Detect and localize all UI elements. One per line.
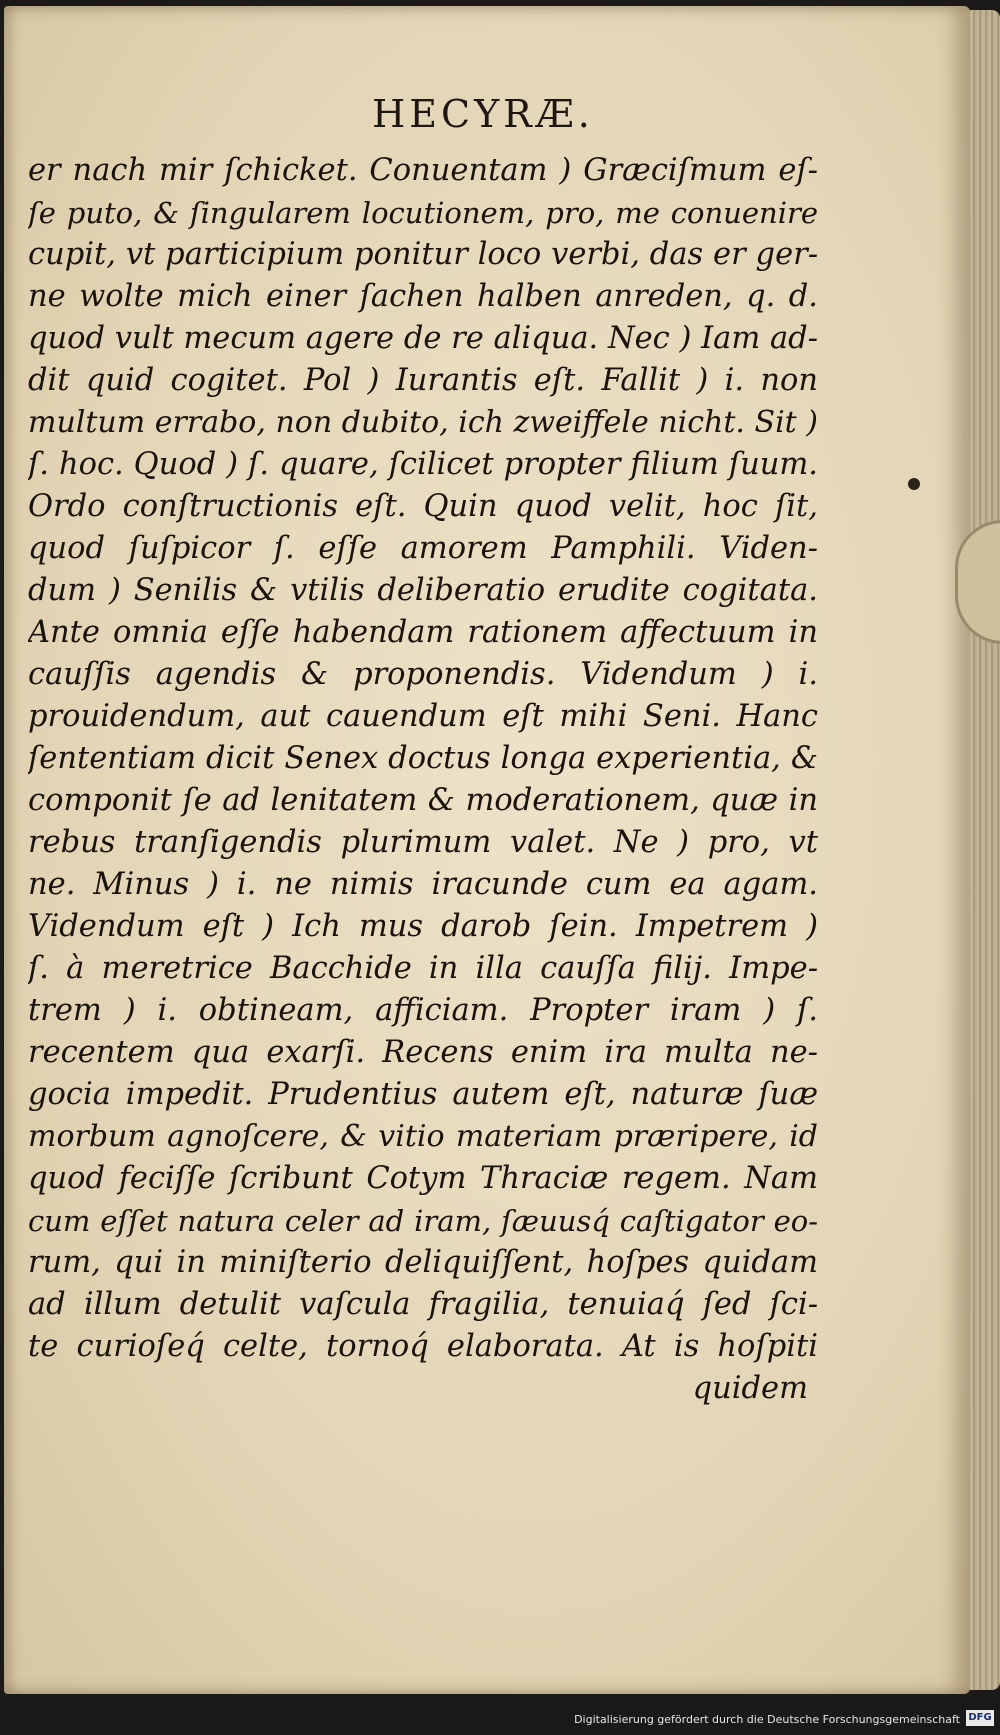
dfg-logo: DFG [966, 1710, 994, 1726]
text-line: prouidendum, aut cauendum eſt mihi Seni. Hanc [28, 699, 818, 734]
text-line: Ordo conſtructionis eſt. Quin quod velit, hoc ſit, [28, 489, 818, 524]
text-line: rum, qui in miniſterio deliquiſſent, hoſpes quidam [28, 1245, 818, 1280]
text-line: cupit, vt participium ponitur loco verbi, das er ger- [28, 237, 818, 272]
text-line: quod feciſſe ſcribunt Cotym Thraciæ regem. Nam [28, 1161, 818, 1196]
text-line: er nach mir ſchicket. Conuentam ) Græciſmum eſ- [28, 153, 818, 188]
text-line: dit quid cogitet. Pol ) Iurantis eſt. Fallit ) i. non [28, 363, 818, 398]
text-line: gocia impedit. Prudentius autem eſt, naturæ ſuæ [28, 1077, 818, 1112]
text-line: ne. Minus ) i. ne nimis iracunde cum ea agam. [28, 867, 818, 902]
text-line: quod vult mecum agere de re aliqua. Nec ) Iam ad- [28, 321, 818, 356]
text-line: cauſſis agendis & proponendis. Videndum ) i. [28, 657, 818, 692]
text-line: cum eſſet natura celer ad iram, ſæuusq́ caſtigator eo- [28, 1204, 818, 1238]
text-line: te curioſeq́ celte, tornoq́ elaborata. At is hoſpiti [28, 1329, 818, 1364]
text-line: ſententiam dicit Senex doctus longa experientia, & [28, 741, 818, 776]
text-line: ne wolte mich einer ſachen halben anreden, q. d. [28, 279, 818, 314]
text-line: ſ. à meretrice Bacchide in illa cauſſa filij. Impe- [28, 951, 818, 986]
running-header: HECYRÆ. [372, 92, 594, 136]
text-line: trem ) i. obtineam, afficiam. Propter iram ) ſ. [28, 993, 818, 1028]
text-line: componit ſe ad lenitatem & moderationem, quæ in [28, 783, 818, 818]
text-line: ſ. hoc. Quod ) ſ. quare, ſcilicet propter filium ſuum. [28, 447, 818, 482]
text-line: multum errabo, non dubito, ich zweiffele nicht. Sit ) [28, 405, 818, 440]
text-line: ſe puto, & ſingularem locutionem, pro, me conuenire [28, 196, 818, 230]
body-text [28, 150, 818, 1410]
catchword: quidem [692, 1371, 808, 1406]
text-line: dum ) Senilis & vtilis deliberatio erudite cogitata. [28, 573, 818, 608]
text-line: ad illum detulit vaſcula fragilia, tenuiaq́ ſed ſci- [28, 1287, 818, 1322]
text-line: rebus tranſigendis plurimum valet. Ne ) pro, vt [28, 825, 818, 860]
text-line: Ante omnia eſſe habendam rationem affectuum in [28, 615, 818, 650]
page-edges [970, 10, 1000, 1690]
text-line: recentem qua exarſi. Recens enim ira multa ne- [28, 1035, 818, 1070]
ink-dot [908, 478, 920, 490]
text-line: Videndum eſt ) Ich mus darob ſein. Impetrem ) [28, 909, 818, 944]
text-line: quod ſuſpicor ſ. eſſe amorem Pamphili. Viden- [28, 531, 818, 566]
digitization-credit: Digitalisierung gefördert durch die Deutsche Forschungsgemeinschaft [574, 1713, 960, 1726]
text-line: morbum agnoſcere, & vitio materiam præripere, id [28, 1119, 818, 1154]
